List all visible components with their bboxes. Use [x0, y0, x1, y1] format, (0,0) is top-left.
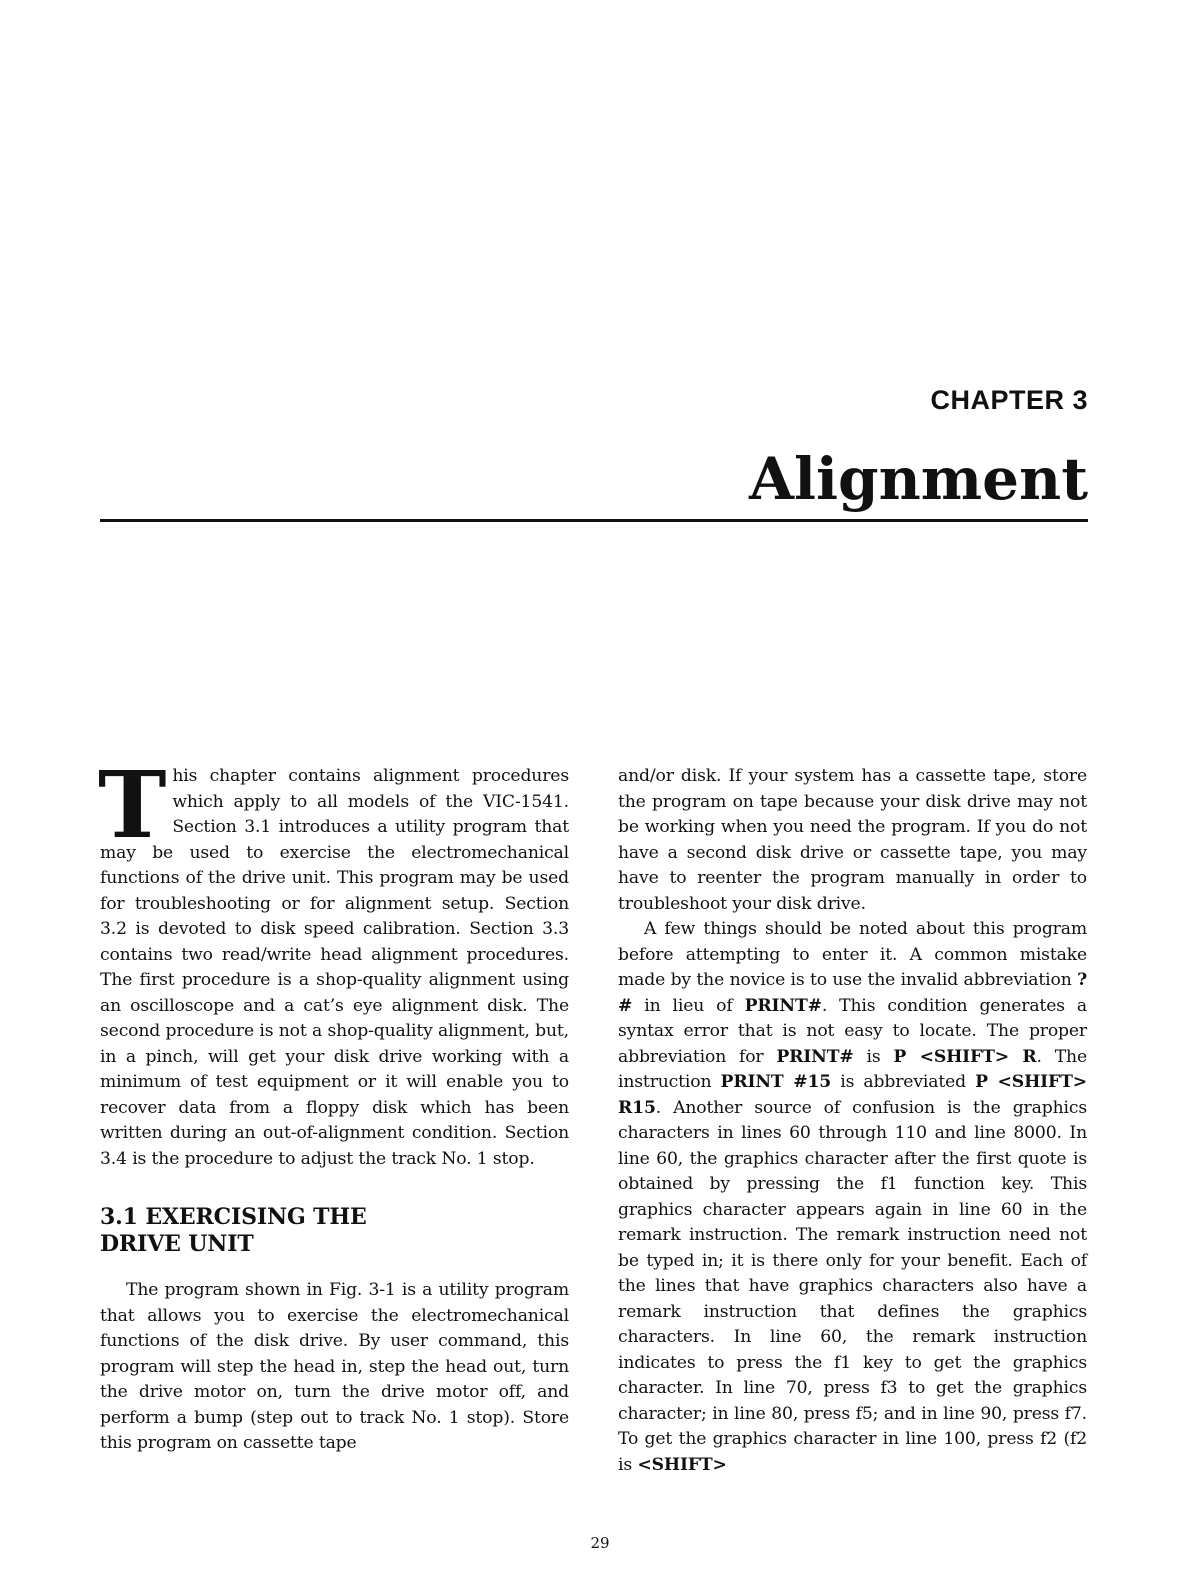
paragraph-continued: and/or disk. If your system has a cassette tape, store the program on tape because your disk drive may not be working when you need the program. If you do not have a second disk drive or cassette tape, you may have to reenter the program manually in order to troubleshoot your disk drive.	[618, 766, 1087, 914]
text-run: . Another source of confusion is the graphics characters in lines 60 through 110 and line 8000. In line 60, the graphics character after the first quote is obtained by pressing the f1 function key. This graphics character appears again in line 60 in the remark instruction. The remark instruction need not be typed in; it is there only for your benefit. Each of the lines that have graphics characters also have a remark instruction that defines the graphics characters. In line 60, the remark instruction indicates to press the f1 key to get the graphics character. In line 70, press f3 to get the graphics character; in line 80, press f5; and in line 90, press f7. To get the graphics character in line 100, press f2 (f2 is	[618, 1097, 1087, 1475]
page-number: 29	[590, 1534, 610, 1552]
bold-run: PRINT #15	[720, 1072, 832, 1092]
text-run: A few things should be noted about this program before attempting to enter it. A common mistake made by the novice is to use the invalid abbreviation	[618, 919, 1087, 990]
section-heading-line1: 3.1 EXERCISING THE	[100, 1204, 367, 1230]
bold-run: PRINT#	[776, 1046, 854, 1067]
chapter-title: Alignment	[748, 445, 1088, 513]
left-column	[98, 751, 569, 1457]
right-column	[618, 764, 1087, 1478]
bold-run: PRINT#	[744, 995, 822, 1016]
bold-run: P <SHIFT> R	[893, 1046, 1037, 1067]
paragraph-notes	[618, 917, 1087, 1478]
section-paragraph: The program shown in Fig. 3-1 is a utility program that allows you to exercise the electromechanical functions of the disk drive. By user command, this program will step the head in, step the head out, turn the drive motor on, turn the drive motor off, and perform a bump (step out to track No. 1 stop). Store this program on cassette tape	[100, 1280, 569, 1453]
text-run: in lieu of	[632, 995, 745, 1016]
bold-run: ?#	[618, 970, 1087, 1016]
intro-paragraph	[98, 751, 569, 1172]
title-rule	[100, 519, 1088, 522]
text-run: is	[853, 1046, 894, 1067]
chapter-label: CHAPTER 3	[930, 385, 1088, 415]
bold-run: <SHIFT>	[637, 1454, 727, 1475]
bold-run: P <SHIFT> R15	[618, 1072, 1087, 1118]
drop-cap: T	[98, 751, 167, 859]
intro-text: his chapter contains alignment procedures which apply to all models of the VIC-1541. Section 3.1 introduces a utility program that may be used to exercise the electromechanical functions of the drive unit. This program may be used for troubleshooting or for alignment setup. Section 3.2 is devoted to disk speed calibration. Section 3.3 contains two read/write head alignment procedures. The first procedure is a shop-quality alignment using an oscilloscope and a cat’s eye alignment disk. The second procedure is not a shop-quality alignment, but, in a pinch, will get your disk drive working with a minimum of test equipment or it will enable you to recover data from a floppy disk which has been written during an out-of-alignment condition. Section 3.4 is the procedure to adjust the track No. 1 stop.	[100, 766, 569, 1169]
section-heading-line2: DRIVE UNIT	[100, 1231, 254, 1257]
text-run: . The instruction	[618, 1046, 1087, 1092]
text-run: . This condition generates a syntax error that is not easy to locate. The proper abbreviation for	[618, 995, 1087, 1067]
text-run: is abbreviated	[831, 1072, 976, 1092]
section-heading	[100, 1204, 569, 1258]
